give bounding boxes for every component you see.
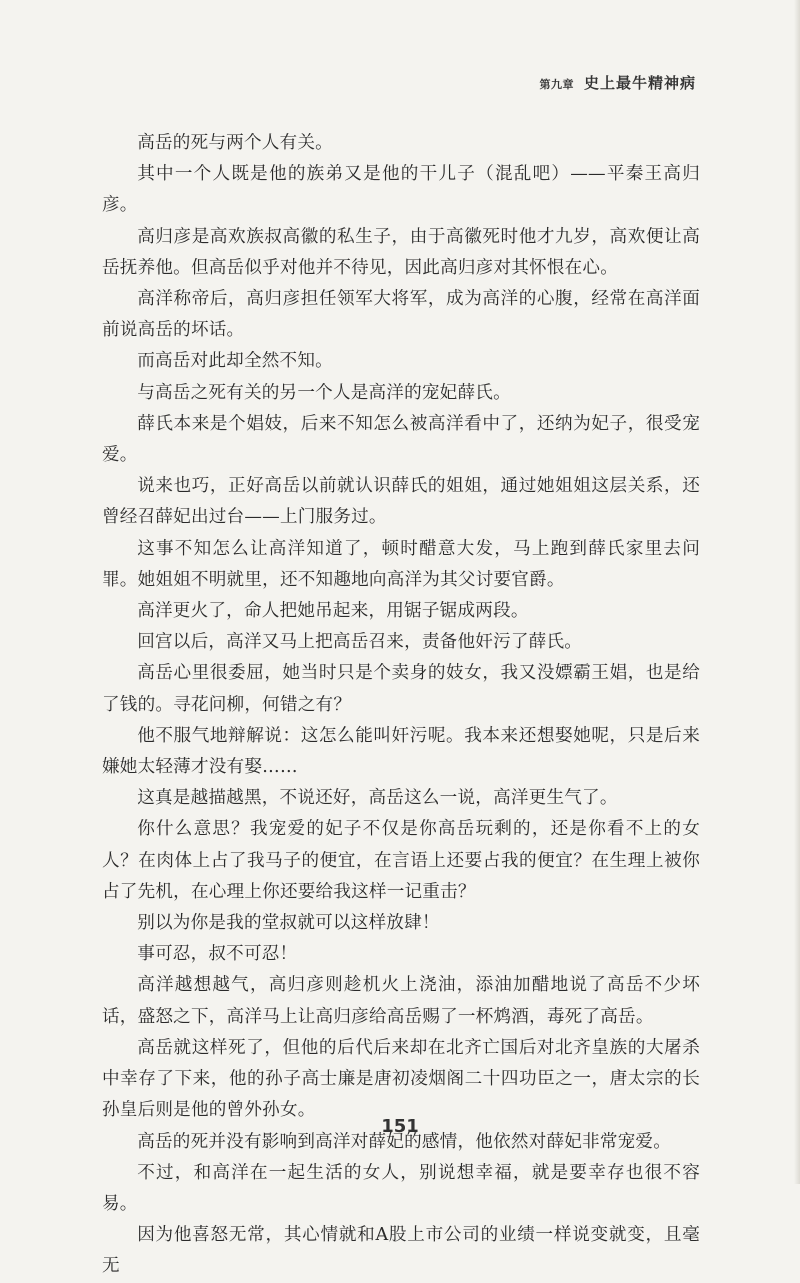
body-text xyxy=(102,128,700,1283)
paragraph: 事可忍，叔不可忍！ xyxy=(137,944,298,965)
paragraph: 高岳就这样死了，但他的后代后来却在北齐亡国后对北齐皇族的大屠杀中幸存了下来，他的孙子高士廉是唐初凌烟阁二十四功臣之一，唐太宗的长孙皇后则是他的曾外孙女。 xyxy=(102,1037,700,1121)
paragraph: 你什么意思？我宠爱的妃子不仅是你高岳玩剩的，还是你看不上的女人？在肉体上占了我马子的便宜，在言语上还要占我的便宜？在生理上被你占了先机，在心理上你还要给我这样一记重击？ xyxy=(102,819,700,902)
paragraph: 高洋称帝后，高归彦担任领军大将军，成为高洋的心腹，经常在高洋面前说高岳的坏话。 xyxy=(102,289,700,341)
paragraph: 因为他喜怒无常，其心情就和A股上市公司的业绩一样说变就变，且毫无 xyxy=(102,1225,700,1277)
paragraph: 这事不知怎么让高洋知道了，顿时醋意大发，马上跑到薛氏家里去问罪。她姐姐不明就里，还不知趣地向高洋为其父讨要官爵。 xyxy=(102,538,700,590)
paragraph: 他不服气地辩解说：这怎么能叫奸污呢。我本来还想娶她呢，只是后来嫌她太轻薄才没有娶…… xyxy=(102,725,700,778)
paragraph: 高岳的死并没有影响到高洋对薛妃的感情，他依然对薛妃非常宠爱。 xyxy=(137,1131,672,1152)
paragraph: 高洋越想越气，高归彦则趁机火上浇油，添油加醋地说了高岳不少坏话，盛怒之下，高洋马上让高归彦给高岳赐了一杯鸩酒，毒死了高岳。 xyxy=(102,975,700,1027)
page-edge-shadow xyxy=(794,0,800,1184)
paragraph: 别以为你是我的堂叔就可以这样放肆！ xyxy=(137,913,440,934)
paragraph: 薛氏本来是个娼妓，后来不知怎么被高洋看中了，还纳为妃子，很受宠爱。 xyxy=(102,413,700,466)
paragraph: 说来也巧，正好高岳以前就认识薛氏的姐姐，通过她姐姐这层关系，还曾经召薛妃出过台——上门服务过。 xyxy=(102,476,700,528)
running-header xyxy=(539,72,696,93)
paragraph: 高岳的死与两个人有关。 xyxy=(137,133,333,153)
paragraph: 回宫以后，高洋又马上把高岳召来，责备他奸污了薛氏。 xyxy=(137,632,583,653)
paragraph: 高岳心里很委屈，她当时只是个卖身的妓女，我又没嫖霸王娼，也是给了钱的。寻花问柳，何错之有？ xyxy=(102,663,700,715)
page-number: 151 xyxy=(381,1116,419,1137)
paragraph: 高洋更火了，命人把她吊起来，用锯子锯成两段。 xyxy=(137,601,529,622)
chapter-number: 第九章 xyxy=(539,78,574,91)
paragraph: 其中一个人既是他的族弟又是他的干儿子（混乱吧）——平秦王高归彦。 xyxy=(102,164,700,216)
paragraph: 与高岳之死有关的另一个人是高洋的宠妃薛氏。 xyxy=(137,382,511,403)
chapter-title: 史上最牛精神病 xyxy=(583,74,696,92)
paragraph: 不过，和高洋在一起生活的女人，别说想幸福，就是要幸存也很不容易。 xyxy=(102,1162,700,1214)
paragraph: 而高岳对此却全然不知。 xyxy=(137,351,333,372)
paragraph: 这真是越描越黑，不说还好，高岳这么一说，高洋更生气了。 xyxy=(137,788,618,809)
paragraph: 高归彦是高欢族叔高徽的私生子，由于高徽死时他才九岁，高欢便让高岳抚养他。但高岳似乎对他并不待见，因此高归彦对其怀恨在心。 xyxy=(102,226,700,278)
